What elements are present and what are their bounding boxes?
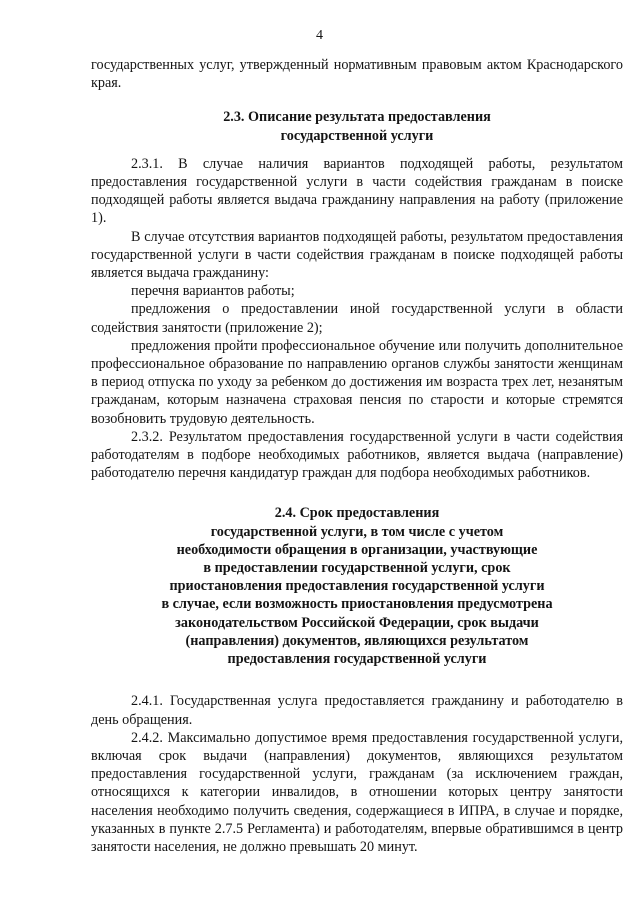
- heading-line: приостановления предоставления государственной услуги: [169, 578, 545, 595]
- heading-line: в случае, если возможность приостановления предусмотрена: [161, 596, 553, 613]
- heading-line: 2.4. Срок предоставления: [274, 505, 440, 522]
- section-2-3-heading: [91, 108, 623, 144]
- heading-line: (направления) документов, являющихся результатом: [185, 632, 529, 649]
- paragraph-2-3-1: 2.3.1. В случае наличия вариантов подходящей работы, результатом предоставления государственной услуги в части содействия гражданам в поиске подходящей работы является выдача гражданину направления на работу (приложение 1).: [91, 155, 623, 227]
- intro-paragraph: государственных услуг, утвержденный нормативным правовым актом Краснодарского края.: [91, 57, 623, 92]
- paragraph-2-3-2: 2.3.2. Результатом предоставления государственной услуги в части содействия работодателям в подборе необходимых работников, является выдача (направление) работодателю перечня кандидатур граждан для подбора необходимых работников.: [91, 428, 623, 482]
- heading-line: предоставления государственной услуги: [227, 651, 487, 668]
- heading-line: 2.3. Описание результата предоставления: [223, 109, 491, 126]
- page-body: [91, 56, 623, 856]
- heading-line: государственной услуги, в том числе с учетом: [210, 523, 504, 540]
- section-2-4-heading: [91, 504, 623, 668]
- list-item-work-options: перечня вариантов работы;: [131, 283, 295, 300]
- paragraph-2-3-1-alt: В случае отсутствия вариантов подходящей работы, результатом предоставления государственной услуги в части содействия гражданам в поиске подходящей работы является выдача гражданину:: [91, 228, 623, 282]
- heading-line: государственной услуги: [280, 127, 434, 144]
- page-number: 4: [316, 28, 323, 43]
- paragraph-2-4-1: 2.4.1. Государственная услуга предоставляется гражданину и работодателю в день обращения.: [91, 693, 623, 728]
- heading-line: в предоставлении государственной услуги, срок: [203, 560, 511, 577]
- heading-line: законодательством Российской Федерации, срок выдачи: [175, 614, 539, 631]
- list-item-training: предложения пройти профессиональное обучение или получить дополнительное профессиональное образование по направлению органов службы занятости женщинам в период отпуска по уходу за ребенком до достижения им возраста трех лет, незанятым гражданам, которым назначена страховая пенсия по старости и которые стремятся возобновить трудовую деятельность.: [91, 337, 623, 427]
- list-item-other-service: предложения о предоставлении иной государственной услуги в области содействия занятости (приложение 2);: [91, 301, 623, 336]
- heading-line: необходимости обращения в организации, участвующие: [176, 541, 538, 558]
- paragraph-2-4-2: 2.4.2. Максимально допустимое время предоставления государственной услуги, включая срок выдачи (направления) документов, являющихся результатом предоставления государственной услуги, гражданам (за исключением граждан, относящихся к категории инвалидов, в отношении которых центру занятости населения необходимо получить сведения, содержащиеся в ИПРА, в случае и порядке, указанных в пункте 2.7.5 Регламента) и работодателям, впервые обратившимся в центр занятости населения, не должно превышать 20 минут.: [91, 729, 623, 855]
